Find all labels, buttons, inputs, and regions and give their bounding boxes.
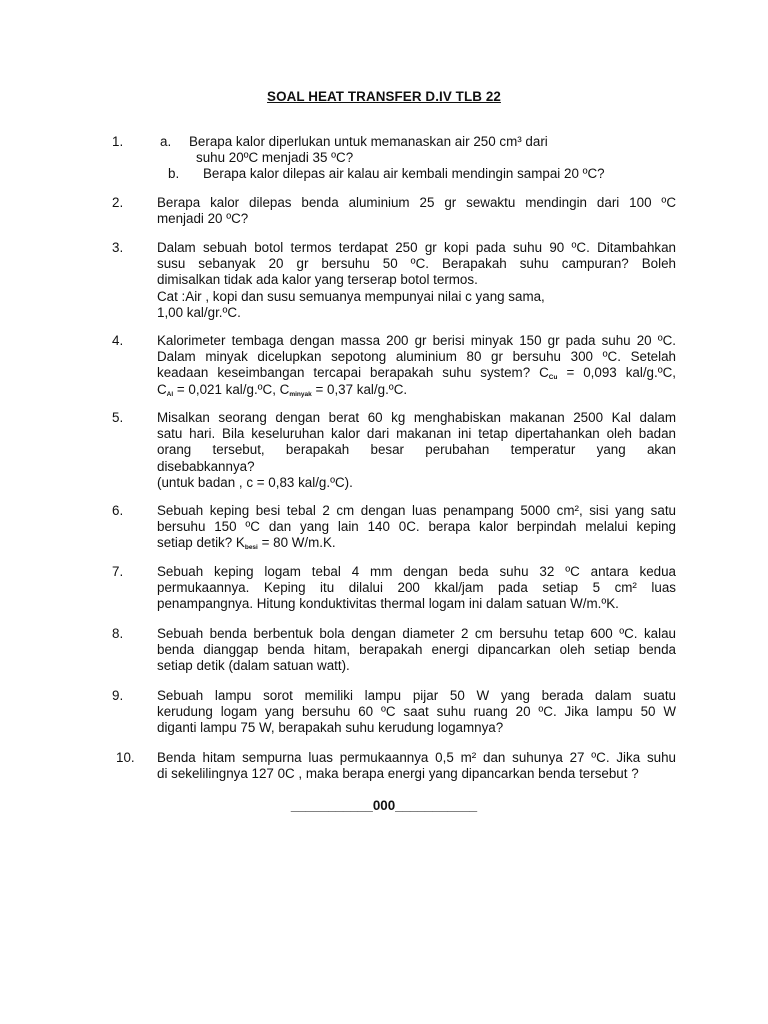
question-text: [157, 626, 676, 675]
question-line: satu hari. Bila keseluruhan kalor dari makanan ini tetap dipertahankan oleh badan: [157, 426, 676, 442]
question-line: setiap detik (dalam satuan watt).: [157, 658, 350, 674]
question-line: keadaan keseimbangan tercapai berapakah suhu system? $C_{Cu} = 0,093$ kal/g.ºC,: [157, 365, 676, 382]
question-line: dimisalkan tidak ada kalor yang terserap botol termos.: [157, 272, 478, 288]
question-line: Dalam minyak dicelupkan sepotong aluminium 80 gr bersuhu 300 ºC. Setelah: [157, 349, 676, 365]
question-number: 5.: [112, 410, 124, 425]
subscript: besi: [244, 544, 258, 552]
question-line: orang tersebut, berapakah besar perubahan temperatur yang akan: [157, 442, 676, 458]
question-text: [157, 410, 676, 491]
question-text: [157, 750, 676, 782]
subquestion-a-text: Berapa kalor diperlukan untuk memanaskan air 250 cm³ dari: [189, 134, 548, 149]
question-line: di sekelilingnya 127 0C , maka berapa energi yang dipancarkan benda tersebut ?: [157, 766, 639, 782]
question-number: 3.: [112, 240, 124, 255]
subscript: Al: [166, 390, 174, 398]
question-text: [157, 688, 676, 737]
question-line: menjadi 20 ºC?: [157, 211, 249, 227]
question-line: Benda hitam sempurna luas permukaannya 0,5 m² dan suhunya 27 ºC. Jika suhu: [157, 750, 676, 765]
question-line: Berapa kalor dilepas benda aluminium 25 gr sewaktu mendingin dari 100 ºC: [157, 195, 676, 210]
question-text: [157, 195, 676, 227]
question-line: disebabkannya?: [157, 458, 255, 474]
question-line: Dalam sebuah botol termos terdapat 250 gr kopi pada suhu 90 ºC. Ditambahkan: [157, 240, 676, 255]
question-line: diganti lampu 75 W, berapakah suhu kerudung logamnya?: [157, 720, 504, 736]
document-footer-separator: ___________000___________: [290, 798, 478, 813]
question-line: Misalkan seorang dengan berat 60 kg menghabiskan makanan 2500 Kal dalam: [157, 410, 676, 425]
subquestion-a-text-cont: suhu 20ºC menjadi 35 ºC?: [196, 150, 354, 165]
question-number: 2.: [112, 195, 124, 210]
subquestion-b-label: b.: [168, 166, 180, 181]
question-line: penampangnya. Hitung konduktivitas thermal logam ini dalam satuan W/m.ºK.: [157, 596, 619, 612]
question-text: [157, 564, 676, 613]
question-number: 6.: [112, 503, 124, 518]
question-text: [157, 240, 676, 321]
question-text: [157, 503, 676, 552]
question-note: 1,00 kal/gr.ºC.: [157, 304, 241, 320]
question-line: setiap detik? $K_{besi} = 80$ W/m.K.: [157, 535, 336, 552]
question-number: 10.: [116, 750, 135, 765]
subquestion-a-label: a.: [160, 134, 172, 149]
question-number: 4.: [112, 333, 124, 348]
question-note: Cat :Air , kopi dan susu semuanya mempunyai nilai c yang sama,: [157, 288, 545, 304]
question-line: Sebuah keping besi tebal 2 cm dengan luas penampang 5000 cm², sisi yang satu: [157, 503, 676, 518]
subscript: minyak: [289, 390, 312, 398]
question-line: permukaannya. Keping itu dilalui 200 kkal/jam pada setiap 5 cm² luas: [157, 580, 676, 596]
question-line: susu sebanyak 20 gr bersuhu 50 ºC. Berapakah suhu campuran? Boleh: [157, 256, 676, 272]
question-line: Sebuah keping logam tebal 4 mm dengan beda suhu 32 ºC antara kedua: [157, 564, 676, 579]
question-number: 8.: [112, 626, 124, 641]
question-line: bersuhu 150 ºC dan yang lain 140 0C. berapa kalor berpindah melalui keping: [157, 519, 676, 535]
question-number: 9.: [112, 688, 124, 703]
document-title: SOAL HEAT TRANSFER D.IV TLB 22: [267, 89, 501, 104]
question-number: 7.: [112, 564, 124, 579]
question-line: kerudung logam yang bersuhu 60 ºC saat suhu ruang 20 ºC. Jika lampu 50 W: [157, 704, 676, 720]
question-line: $C_{Al} = 0,021$ kal/g.ºC, $C_{minyak} = 0,37$ kal/g.ºC.: [157, 381, 408, 398]
question-note: (untuk badan , c = 0,83 kal/g.ºC).: [157, 474, 353, 490]
question-line: Kalorimeter tembaga dengan massa 200 gr berisi minyak 150 gr pada suhu 20 ºC.: [157, 333, 676, 348]
question-line: Sebuah benda berbentuk bola dengan diameter 2 cm bersuhu tetap 600 ºC. kalau: [157, 626, 676, 641]
question-line: benda dianggap benda hitam, berapakah energi dipancarkan oleh setiap benda: [157, 642, 676, 658]
question-line: Sebuah lampu sorot memiliki lampu pijar 50 W yang berada dalam suatu: [157, 688, 676, 703]
subquestion-b-text: Berapa kalor dilepas air kalau air kembali mendingin sampai 20 ºC?: [203, 166, 605, 181]
question-number: 1.: [112, 134, 124, 149]
subscript: Cu: [548, 374, 558, 382]
question-text: [157, 333, 676, 398]
